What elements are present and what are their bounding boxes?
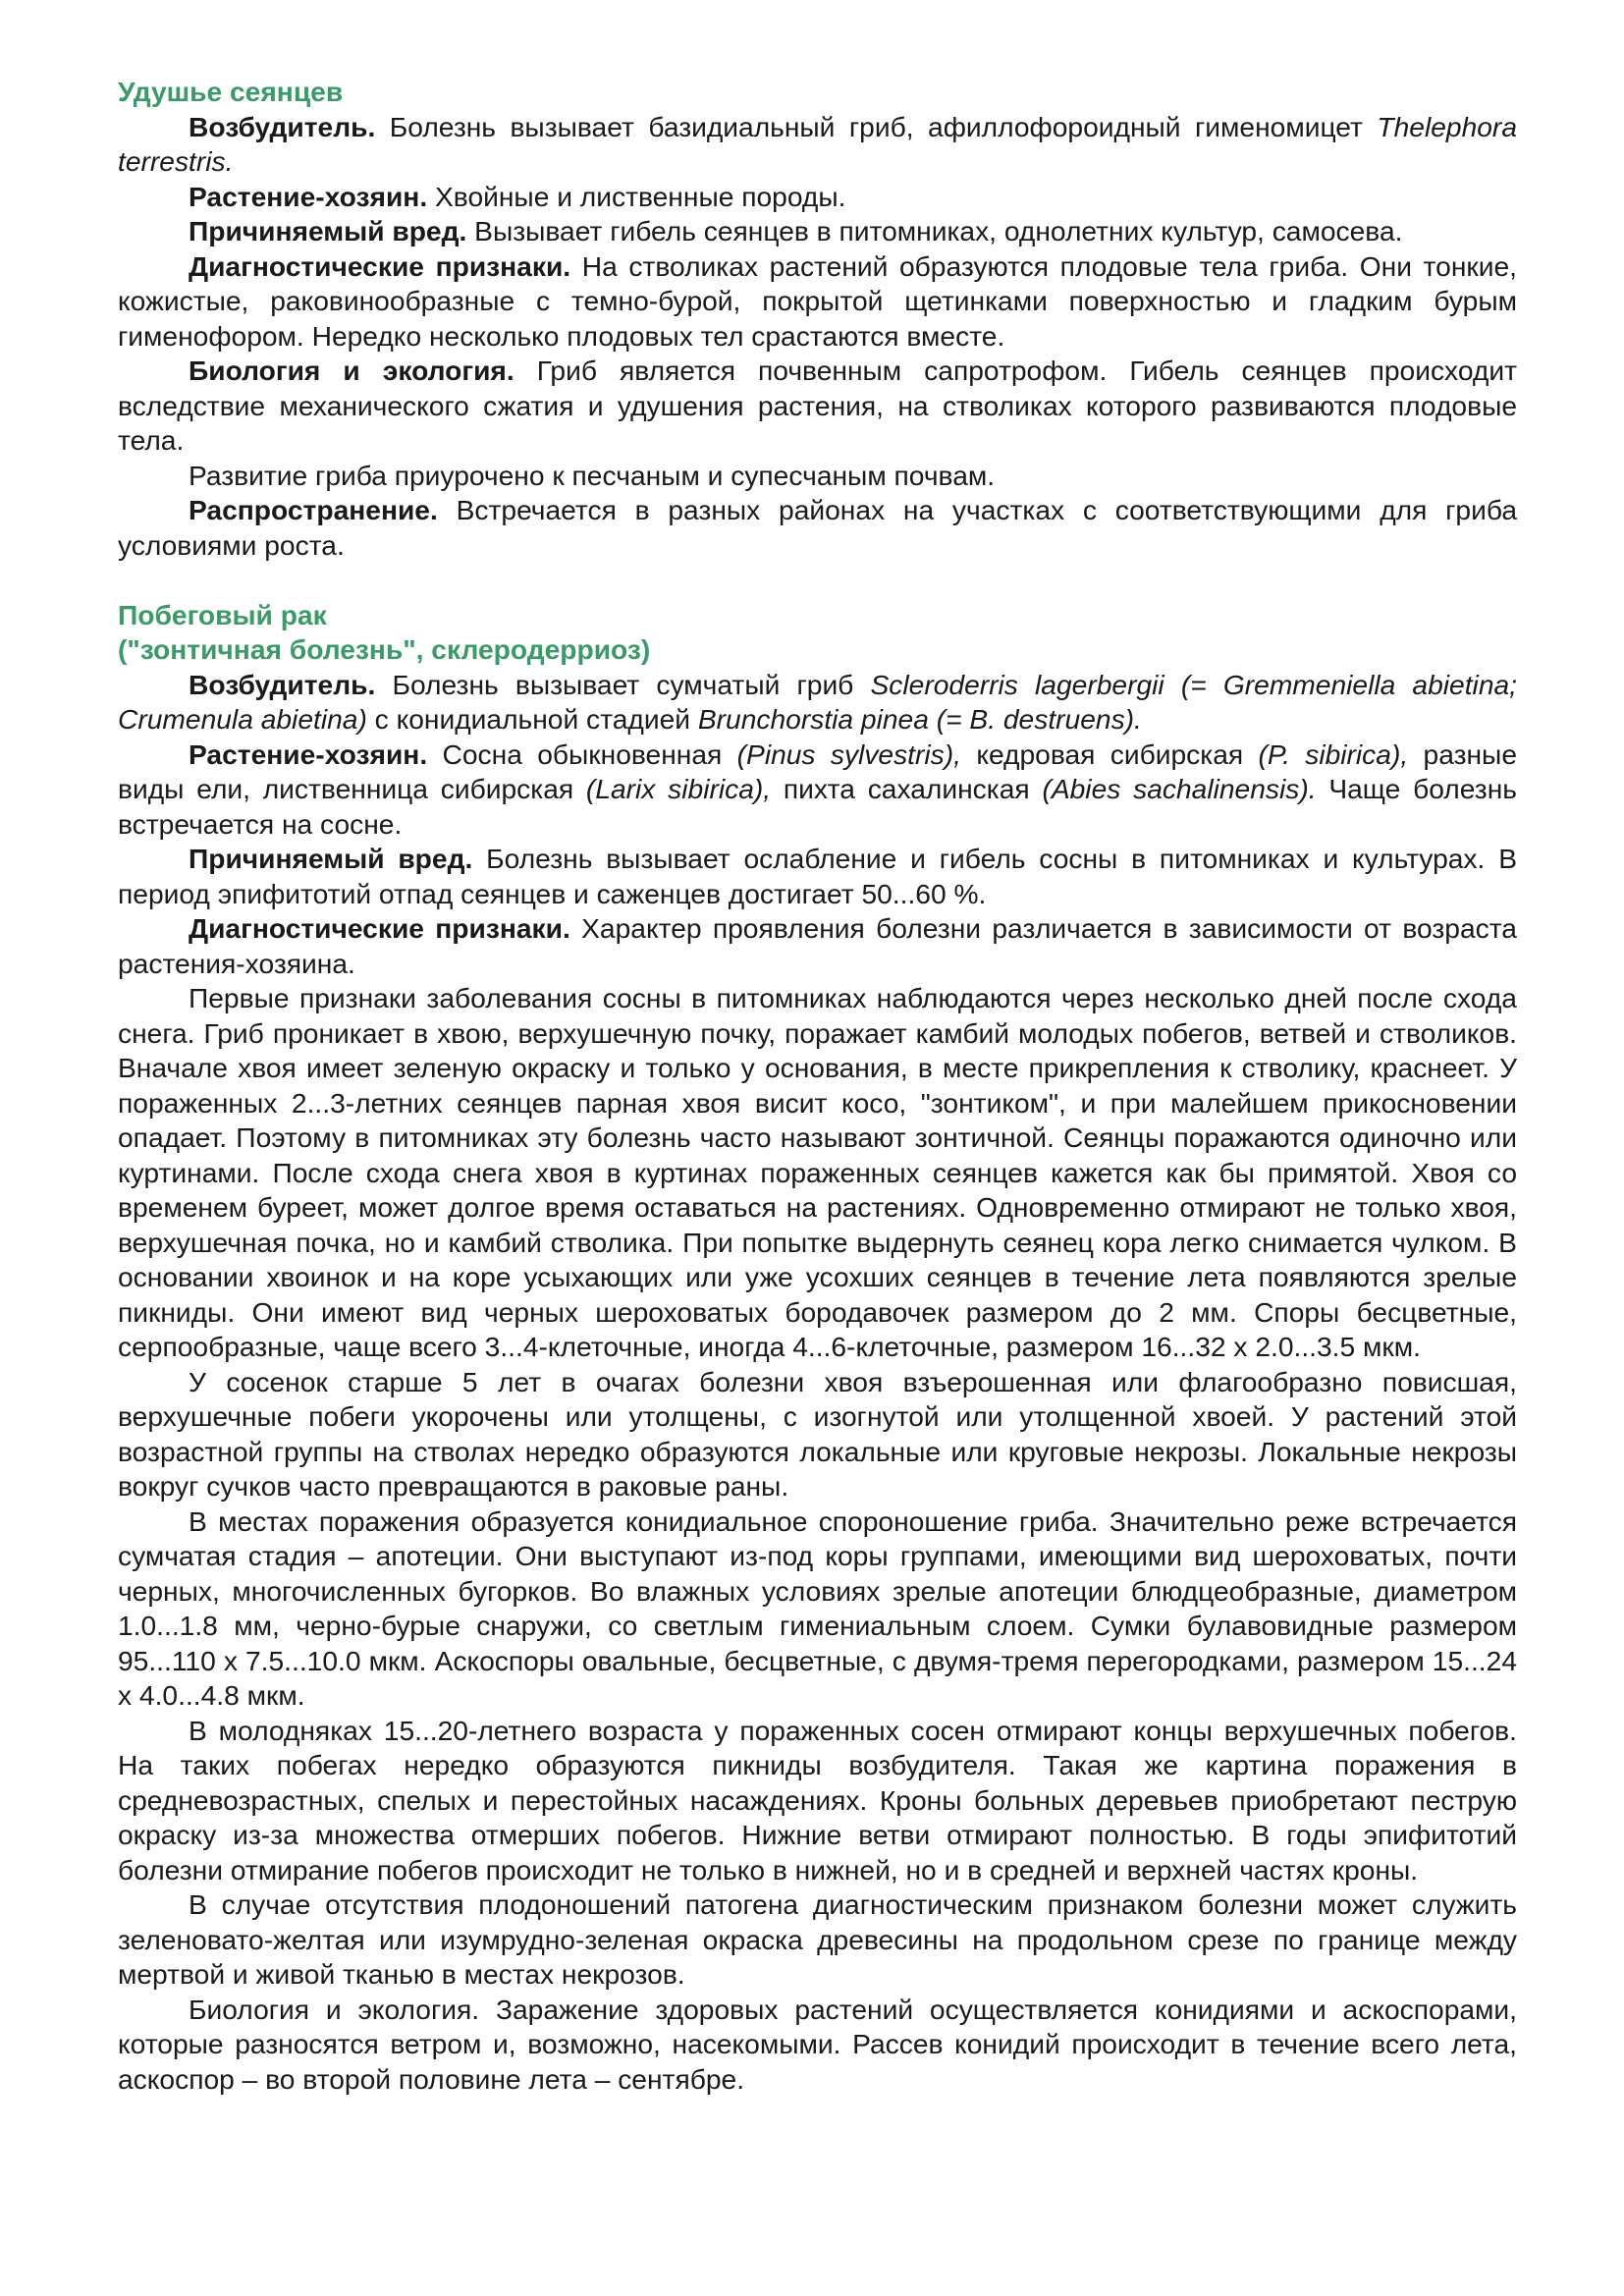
paragraph: В молодняках 15...20-летнего возраста у пораженных сосен отмирают концы верхушечных побегов. На таких побегах нередко образуются пикниды возбудителя. Такая же картина поражения в средневозрастных, спелых и перестойных насаждениях. Кроны больных деревьев приобретают пеструю окраску из-за множества отмерших побегов. Нижние ветви отмирают полностью. В годы эпифитотий болезни отмирание побегов происходит не только в нижней, но и в средней и верхней частях кроны. xyxy=(118,1714,1517,1886)
paragraph: Развитие гриба приурочено к песчаным и супесчаным почвам. xyxy=(189,459,996,491)
paragraph: Причиняемый вред. Вызывает гибель сеянцев в питомниках, однолетних культур, самосева. xyxy=(189,215,1403,246)
paragraph: Первые признаки заболевания сосны в питомниках наблюдаются через несколько дней после схода снега. Гриб проникает в хвою, верхушечную почку, поражает камбий молодых побегов, ветвей и стволиков. Вначале хвоя имеет зеленую окраску и только у основания, в месте прикрепления к стволику, краснеет. У пораженных 2...3-летних сеянцев парная хвоя висит косо, "зонтиком", и при малейшем прикосновении опадает. Поэтому в питомниках эту болезнь часто называют зонтичной. Сеянцы поражаются одиночно или куртинами. После схода снега хвоя в куртинах пораженных сеянцев кажется как бы примятой. Хвоя со временем буреет, может долгое время оставаться на растениях. Одновременно отмирают не только хвоя, верхушечная почка, но и камбий стволика. При попытке выдернуть сеянец кора легко снимается чулком. В основании хвоинок и на коре усыхающих или уже усохших сеянцев в течение лета появляются зрелые пикниды. Они имеют вид черных шероховатых бородавочек размером до 2 мм. Споры бесцветные, серпообразные, чаще всего 3...4-клеточные, иногда 4...6-клеточные, размером 16...32 x 2.0...3.5 мкм. xyxy=(118,982,1517,1362)
paragraph: Возбудитель. Болезнь вызывает сумчатый гриб Scleroderris lagerbergii (= Gremmeniella abietina; Crumenula abietina) с конидиальной стадией Brunchorstia pinea (= B. destruens). xyxy=(118,668,1517,735)
section-spacer xyxy=(118,563,1517,598)
section-title-udushye: Удушье сеянцев xyxy=(118,76,344,107)
paragraph: Диагностические признаки. На стволиках растений образуются плодовые тела гриба. Они тонкие, кожистые, раковинообразные с темно-бурой, покрытой щетинками поверхностью и гладким бурым гименофором. Нередко несколько плодовых тел срастаются вместе. xyxy=(118,249,1517,352)
paragraph: Распространение. Встречается в разных районах на участках с соответствующими для гриба условиями роста. xyxy=(118,494,1517,561)
section-subtitle: ("зонтичная болезнь", склеродерриоз) xyxy=(118,633,651,665)
paragraph: Диагностические признаки. Характер проявления болезни различается в зависимости от возраста растения-хозяина. xyxy=(118,912,1517,979)
paragraph: В случае отсутствия плодоношений патогена диагностическим признаком болезни может служить зеленовато-желтая или изумрудно-зеленая окраска древесины на продольном срезе по границе между мертвой и живой тканью в местах некрозов. xyxy=(118,1888,1517,1990)
paragraph: Возбудитель. Болезнь вызывает базидиальный гриб, афиллофороидный гименомицет Thelephora terrestris. xyxy=(118,110,1517,177)
paragraph: Причиняемый вред. Болезнь вызывает ослабление и гибель сосны в питомниках и культурах. В период эпифитотий отпад сеянцев и саженцев достигает 50...60 %. xyxy=(118,843,1517,909)
paragraph: У сосенок старше 5 лет в очагах болезни хвоя взъерошенная или флагообразно повисшая, верхушечные побеги укорочены или утолщены, с изогнутой или утолщенной хвоей. У растений этой возрастной группы на стволах нередко образуются локальные или круговые некрозы. Локальные некрозы вокруг сучков часто превращаются в раковые раны. xyxy=(118,1365,1517,1502)
document-page xyxy=(118,75,1517,2097)
section-title-pobegovy-rak: Побеговый рак xyxy=(118,598,327,630)
paragraph: Биология и экология. Заражение здоровых растений осуществляется конидиями и аскоспорами, которые разносятся ветром и, возможно, насекомыми. Рассев конидий происходит в течение всего лета, аскоспор – во второй половине лета – сентябре. xyxy=(118,1993,1517,2095)
paragraph: Растение-хозяин. Сосна обыкновенная (Pinus sylvestris), кедровая сибирская (P. sibirica), разные виды ели, лиственница сибирская (Larix sibirica), пихта сахалинская (Abies sachalinensis). Чаще болезнь встречается на сосне. xyxy=(118,738,1517,840)
paragraph: Растение-хозяин. Хвойные и лиственные породы. xyxy=(189,180,846,212)
paragraph: Биология и экология. Гриб является почвенным сапротрофом. Гибель сеянцев происходит вследствие механического сжатия и удушения растения, на стволиках которого развиваются плодовые тела. xyxy=(118,355,1517,456)
paragraph: В местах поражения образуется конидиальное спороношение гриба. Значительно реже встречается сумчатая стадия – апотеции. Они выступают из-под коры группами, имеющими вид шероховатых, почти черных, многочисленных бугорков. Во влажных условиях зрелые апотеции блюдцеобразные, диаметром 1.0...1.8 мм, черно-бурые снаружи, со светлым гимениальным слоем. Сумки булавовидные размером 95...110 x 7.5...10.0 мкм. Аскоспоры овальные, бесцветные, с двумя-тремя перегородками, размером 15...24 x 4.0...4.8 мкм. xyxy=(118,1504,1517,1711)
